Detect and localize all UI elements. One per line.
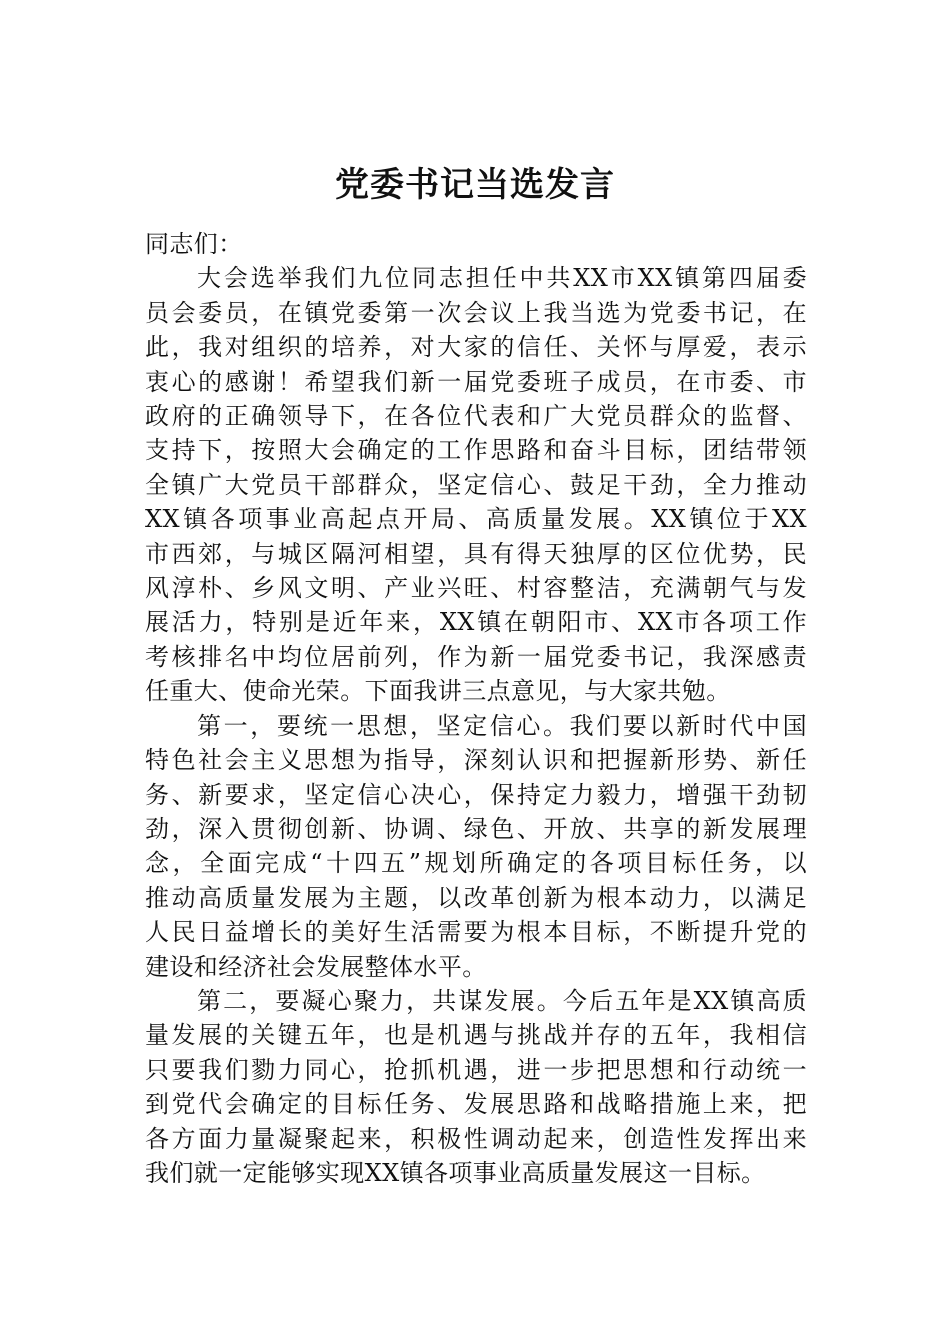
text-line: 政府的正确领导下，在各位代表和广大党员群众的监督、 xyxy=(145,402,807,431)
text-line: 此，我对组织的培养，对大家的信任、关怀与厚爱，表示 xyxy=(145,333,807,362)
text-line: 务、新要求，坚定信心决心，保持定力毅力，增强干劲韧 xyxy=(145,780,807,809)
text-line: 衷心的感谢！希望我们新一届党委班子成员，在市委、市 xyxy=(145,367,807,396)
text-line: 风淳朴、乡风文明、产业兴旺、村容整洁，充满朝气与发 xyxy=(145,574,807,603)
document-title: 党委书记当选发言 xyxy=(335,165,615,205)
text-line: 第二，要凝心聚力，共谋发展。今后五年是XX镇高质 xyxy=(197,986,807,1015)
text-line: 考核排名中均位居前列，作为新一届党委书记，我深感责 xyxy=(145,642,807,671)
text-line: 劲，深入贯彻创新、协调、绿色、开放、共享的新发展理 xyxy=(145,814,807,843)
text-line: 大会选举我们九位同志担任中共XX市XX镇第四届委 xyxy=(197,264,807,293)
text-line: 到党代会确定的目标任务、发展思路和战略措施上来，把 xyxy=(145,1090,807,1119)
text-line: XX镇各项事业高起点开局、高质量发展。XX镇位于XX xyxy=(145,505,807,534)
text-line: 推动高质量发展为主题，以改革创新为根本动力，以满足 xyxy=(145,883,807,912)
body-text xyxy=(145,261,807,1190)
text-line: 展活力，特别是近年来，XX镇在朝阳市、XX市各项工作 xyxy=(145,608,807,637)
text-line: 任重大、使命光荣。下面我讲三点意见，与大家共勉。 xyxy=(145,677,731,706)
text-line: 各方面力量凝聚起来，积极性调动起来，创造性发挥出来 xyxy=(145,1124,807,1153)
text-line: 只要我们勠力同心，抢抓机遇，进一步把思想和行动统一 xyxy=(145,1055,807,1084)
text-line: 人民日益增长的美好生活需要为根本目标，不断提升党的 xyxy=(145,918,807,947)
text-line: 市西郊，与城区隔河相望，具有得天独厚的区位优势，民 xyxy=(145,539,807,568)
salutation: 同志们： xyxy=(145,230,243,258)
text-line: 量发展的关键五年，也是机遇与挑战并存的五年，我相信 xyxy=(145,1021,807,1050)
text-line: 建设和经济社会发展整体水平。 xyxy=(145,952,487,981)
text-line: 支持下，按照大会确定的工作思路和奋斗目标，团结带领 xyxy=(145,436,807,465)
text-line: 全镇广大党员干部群众，坚定信心、鼓足干劲，全力推动 xyxy=(145,470,807,499)
text-line: 特色社会主义思想为指导，深刻认识和把握新形势、新任 xyxy=(145,746,807,775)
text-line: 我们就一定能够实现XX镇各项事业高质量发展这一目标。 xyxy=(145,1158,766,1187)
text-line: 员会委员，在镇党委第一次会议上我当选为党委书记，在 xyxy=(145,298,807,327)
text-line: 第一，要统一思想，坚定信心。我们要以新时代中国 xyxy=(197,711,807,740)
text-line: 念，全面完成“十四五”规划所确定的各项目标任务，以 xyxy=(145,849,807,878)
document-body xyxy=(145,227,807,1190)
